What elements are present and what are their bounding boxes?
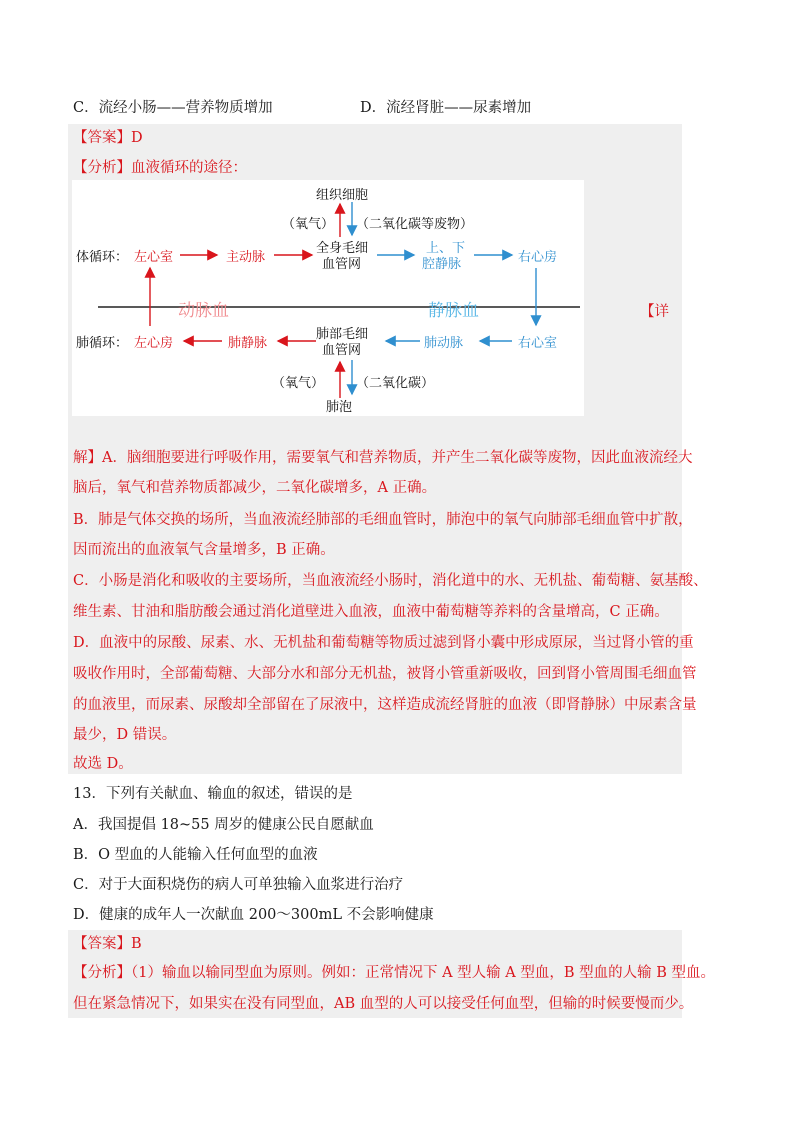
detail-line-d4: 最少，D 错误。 [73, 727, 177, 743]
label-oxygen-bottom: （氧气） [272, 376, 325, 391]
q13-option-d: D．健康的成年人一次献血 200～300mL 不会影响健康 [73, 907, 434, 923]
analysis-text: 血液循环的途径： [131, 160, 247, 176]
q13-analysis-2: 但在紧急情况下，如果实在没有同型血，AB 血型的人可以接受任何血型，但输的时候要慢而少。 [73, 996, 694, 1012]
q13-option-c: C．对于大面积烧伤的病人可单独输入血浆进行治疗 [73, 877, 404, 893]
answer-label: 【答案】 [73, 130, 131, 146]
detail-text: A．脑细胞要进行呼吸作用，需要氧气和营养物质，并产生二氧化碳等废物，因此血液流经大 [102, 450, 693, 466]
q12-analysis [73, 153, 683, 183]
q13-answer-value: B [131, 936, 142, 952]
answer-value: D [131, 130, 143, 146]
q13-answer [73, 929, 683, 959]
detail-line-c1: C．小肠是消化和吸收的主要场所，当血液流经小肠时，消化道中的水、无机盐、葡萄糖、氨基酸、 [73, 573, 708, 589]
label-tissue-cell: 组织细胞 [316, 188, 369, 203]
q13-option-b: B．O 型血的人能输入任何血型的血液 [73, 847, 318, 863]
label-oxygen-top: （氧气） [282, 217, 335, 232]
detail-label-part2: 解】 [73, 450, 102, 466]
label-pulmonary-vein: 肺静脉 [228, 336, 268, 351]
detail-line-c2: 维生素、甘油和脂肪酸会通过消化道壁进入血液，血液中葡萄糖等养料的含量增高，C 正确。 [73, 604, 669, 620]
analysis-label: 【分析】 [73, 160, 131, 176]
label-right-ventricle: 右心室 [518, 336, 558, 351]
detail-label-part1: 【详 [640, 304, 669, 320]
label-vena-cava-1: 上、下 [426, 241, 466, 256]
label-pulmonary-artery: 肺动脉 [424, 336, 464, 351]
label-left-ventricle: 左心室 [134, 250, 174, 265]
label-alveolus: 肺泡 [326, 400, 353, 415]
q13-analysis-label: 【分析】 [73, 965, 131, 981]
detail-line-d1: D．血液中的尿酸、尿素、水、无机盐和葡萄糖等物质过滤到肾小囊中形成原尿，当过肾小管的重 [73, 635, 694, 651]
label-arterial-blood: 动脉血 [178, 301, 229, 321]
q13-analysis-1 [73, 958, 715, 988]
label-lung-capillary-1: 肺部毛细 [316, 327, 369, 342]
detail-line-b1: B．肺是气体交换的场所，当血液流经肺部的毛细血管时，肺泡中的氧气向肺部毛细血管中扩散， [73, 512, 693, 528]
label-lung-capillary-2: 血管网 [322, 343, 362, 358]
detail-line-a2: 脑后，氧气和营养物质都减少，二氧化碳增多，A 正确。 [73, 480, 437, 496]
label-co2: （二氧化碳） [356, 376, 435, 391]
option-c-prev: C．流经小肠——营养物质增加 [73, 100, 273, 116]
label-body-capillary-1: 全身毛细 [316, 241, 369, 256]
q13-analysis-text-1: （1）输血以输同型血为原则。例如：正常情况下 A 型人输 A 型血，B 型血的人输 B 型血。 [131, 965, 715, 981]
detail-line-d3: 的血液里，而尿素、尿酸却全部留在了尿液中，这样造成流经肾脏的血液（即肾静脉）中尿素含量 [73, 697, 697, 713]
detail-conclusion: 故选 D。 [73, 756, 133, 772]
q13-option-a: A．我国提倡 18~55 周岁的健康公民自愿献血 [73, 817, 374, 833]
label-right-atrium: 右心房 [518, 250, 558, 265]
label-pulmonary: 肺循环： [76, 336, 129, 351]
label-body-capillary-2: 血管网 [322, 257, 362, 272]
detail-line-d2: 吸收作用时，全部葡萄糖、大部分水和部分无机盐，被肾小管重新吸收，回到肾小管周围毛细血管 [73, 666, 697, 682]
detail-line-b2: 因而流出的血液氧气含量增多，B 正确。 [73, 542, 335, 558]
q13-answer-label: 【答案】 [73, 936, 131, 952]
q13-stem: 13．下列有关献血、输血的叙述，错误的是 [73, 786, 353, 802]
q12-answer [73, 123, 683, 153]
option-d-prev: D．流经肾脏——尿素增加 [360, 100, 532, 116]
label-vena-cava-2: 腔静脉 [422, 257, 462, 272]
blood-circulation-diagram [72, 180, 584, 416]
label-systemic: 体循环： [76, 250, 129, 265]
label-left-atrium: 左心房 [134, 336, 174, 351]
label-co2-waste: （二氧化碳等废物） [356, 217, 474, 232]
label-aorta: 主动脉 [226, 250, 266, 265]
detail-line-a1 [73, 443, 693, 473]
label-venous-blood: 静脉血 [428, 301, 479, 321]
